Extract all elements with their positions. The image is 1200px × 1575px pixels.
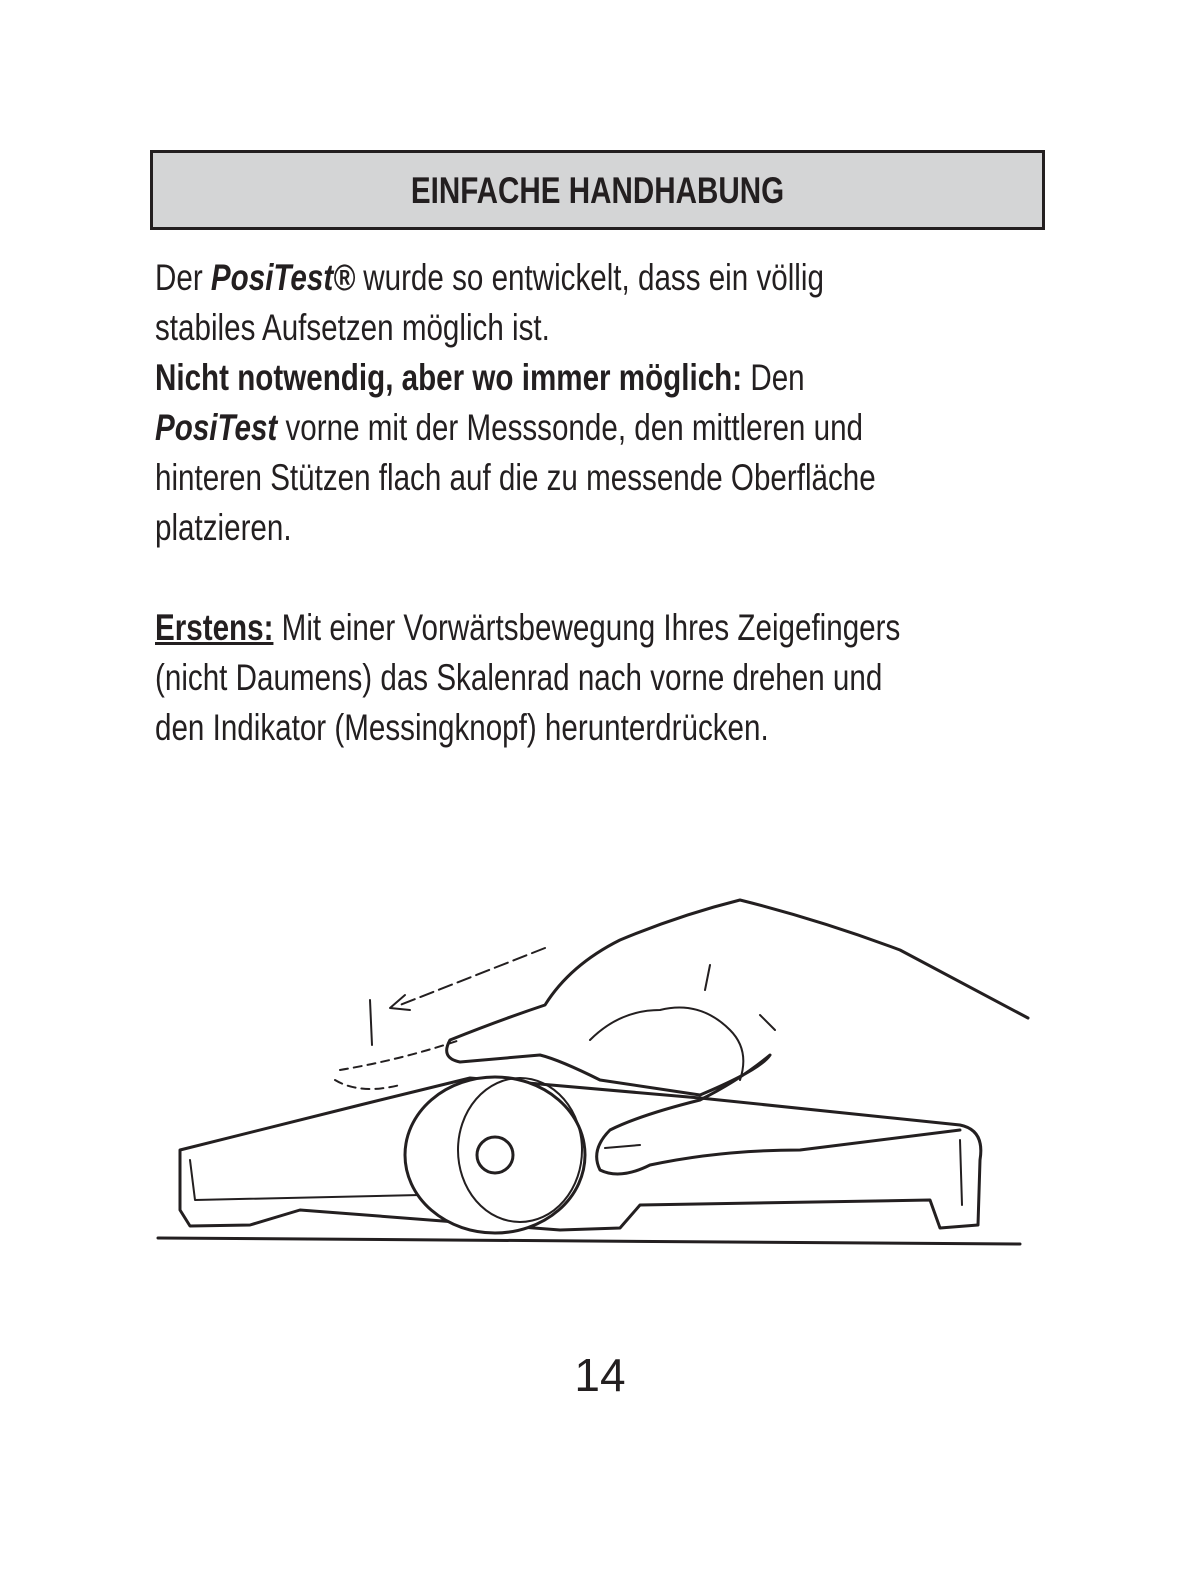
text-line: [155, 403, 863, 453]
text-line: den Indikator (Messingknopf) herunterdrücken.: [155, 707, 769, 748]
text: Mit einer Vorwärtsbewegung Ihres Zeigefingers: [273, 607, 901, 648]
text-line: (nicht Daumens) das Skalenrad nach vorne drehen und: [155, 657, 883, 698]
section-title: EINFACHE HANDHABUNG: [410, 170, 785, 211]
text-line: [155, 603, 900, 653]
scale-wheel: [405, 1077, 585, 1233]
text: wurde so entwickelt, dass ein völlig: [355, 257, 824, 298]
text: vorne mit der Messsonde, den mittleren und: [277, 407, 863, 448]
surface-line: [158, 1238, 1020, 1244]
text-line: stabiles Aufsetzen möglich ist.: [155, 307, 550, 348]
brand-name: PosiTest: [155, 407, 278, 448]
section-header: [150, 150, 1045, 230]
text: Den: [742, 357, 805, 398]
text-line: [155, 253, 824, 303]
text: Der: [155, 257, 211, 298]
text-line: hinteren Stützen flach auf die zu messende Oberfläche: [155, 457, 876, 498]
bold-label: Nicht notwendig, aber wo immer möglich:: [155, 357, 743, 398]
page-number: 14: [574, 1349, 626, 1401]
text-line: platzieren.: [155, 507, 292, 548]
gauge-usage-illustration: [150, 880, 1030, 1260]
motion-arrow: [400, 948, 545, 1005]
step-label: Erstens:: [155, 607, 274, 648]
text-line: [155, 353, 805, 403]
brand-name: PosiTest®: [210, 257, 356, 298]
